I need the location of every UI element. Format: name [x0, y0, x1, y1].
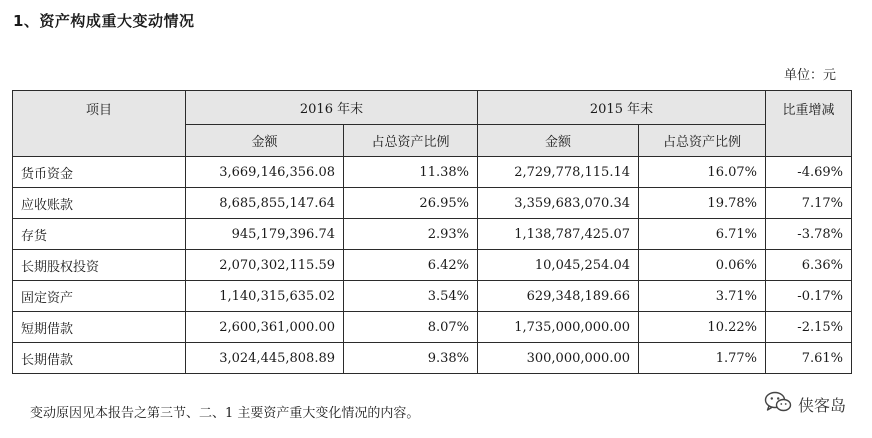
watermark [760, 389, 850, 419]
unit-label: 单位：元 [783, 68, 836, 83]
wechat-icon [764, 390, 792, 418]
amount-2015: 1,138,787,425.07 [478, 219, 639, 250]
table-row [13, 343, 852, 374]
table-row [13, 312, 852, 343]
header-change: 比重增减 [766, 91, 852, 157]
table-row [13, 157, 852, 188]
row-name: 固定资产 [13, 281, 186, 312]
table-row [13, 188, 852, 219]
row-name: 长期股权投资 [13, 250, 186, 281]
ratio-change: -2.15% [766, 312, 852, 343]
watermark-text: 侠客岛 [797, 395, 846, 415]
amount-2016: 3,024,445,808.89 [186, 343, 344, 374]
amount-2016: 8,685,855,147.64 [186, 188, 344, 219]
row-name: 长期借款 [13, 343, 186, 374]
amount-2015: 3,359,683,070.34 [478, 188, 639, 219]
ratio-2016: 9.38% [344, 343, 478, 374]
ratio-2016: 8.07% [344, 312, 478, 343]
footnote: 变动原因见本报告之第三节、二、1 主要资产重大变化情况的内容。 [30, 406, 420, 421]
amount-2015: 300,000,000.00 [478, 343, 639, 374]
header-ratio-2015: 占总资产比例 [639, 125, 766, 157]
table-row [13, 219, 852, 250]
ratio-change: -0.17% [766, 281, 852, 312]
ratio-2015: 16.07% [639, 157, 766, 188]
ratio-2016: 6.42% [344, 250, 478, 281]
row-name: 短期借款 [13, 312, 186, 343]
section-heading: 1、资产构成重大变动情况 [13, 12, 195, 30]
header-amount-2016: 金额 [186, 125, 344, 157]
table-row [13, 250, 852, 281]
amount-2015: 629,348,189.66 [478, 281, 639, 312]
amount-2016: 2,070,302,115.59 [186, 250, 344, 281]
ratio-change: 7.17% [766, 188, 852, 219]
table-row [13, 281, 852, 312]
ratio-change: -3.78% [766, 219, 852, 250]
ratio-2015: 10.22% [639, 312, 766, 343]
amount-2016: 1,140,315,635.02 [186, 281, 344, 312]
header-2016: 2016 年末 [186, 91, 478, 125]
asset-composition-table [12, 90, 852, 374]
ratio-2016: 2.93% [344, 219, 478, 250]
ratio-2015: 6.71% [639, 219, 766, 250]
ratio-2015: 1.77% [639, 343, 766, 374]
ratio-2016: 3.54% [344, 281, 478, 312]
amount-2015: 2,729,778,115.14 [478, 157, 639, 188]
header-row-years [13, 91, 852, 125]
amount-2016: 945,179,396.74 [186, 219, 344, 250]
amount-2016: 2,600,361,000.00 [186, 312, 344, 343]
ratio-2015: 3.71% [639, 281, 766, 312]
ratio-change: 6.36% [766, 250, 852, 281]
row-name: 存货 [13, 219, 186, 250]
ratio-2016: 11.38% [344, 157, 478, 188]
ratio-change: -4.69% [766, 157, 852, 188]
amount-2015: 10,045,254.04 [478, 250, 639, 281]
amount-2016: 3,669,146,356.08 [186, 157, 344, 188]
header-item: 项目 [13, 91, 186, 157]
amount-2015: 1,735,000,000.00 [478, 312, 639, 343]
ratio-2016: 26.95% [344, 188, 478, 219]
ratio-change: 7.61% [766, 343, 852, 374]
header-ratio-2016: 占总资产比例 [344, 125, 478, 157]
ratio-2015: 19.78% [639, 188, 766, 219]
row-name: 应收账款 [13, 188, 186, 219]
header-2015: 2015 年末 [478, 91, 766, 125]
ratio-2015: 0.06% [639, 250, 766, 281]
header-amount-2015: 金额 [478, 125, 639, 157]
row-name: 货币资金 [13, 157, 186, 188]
